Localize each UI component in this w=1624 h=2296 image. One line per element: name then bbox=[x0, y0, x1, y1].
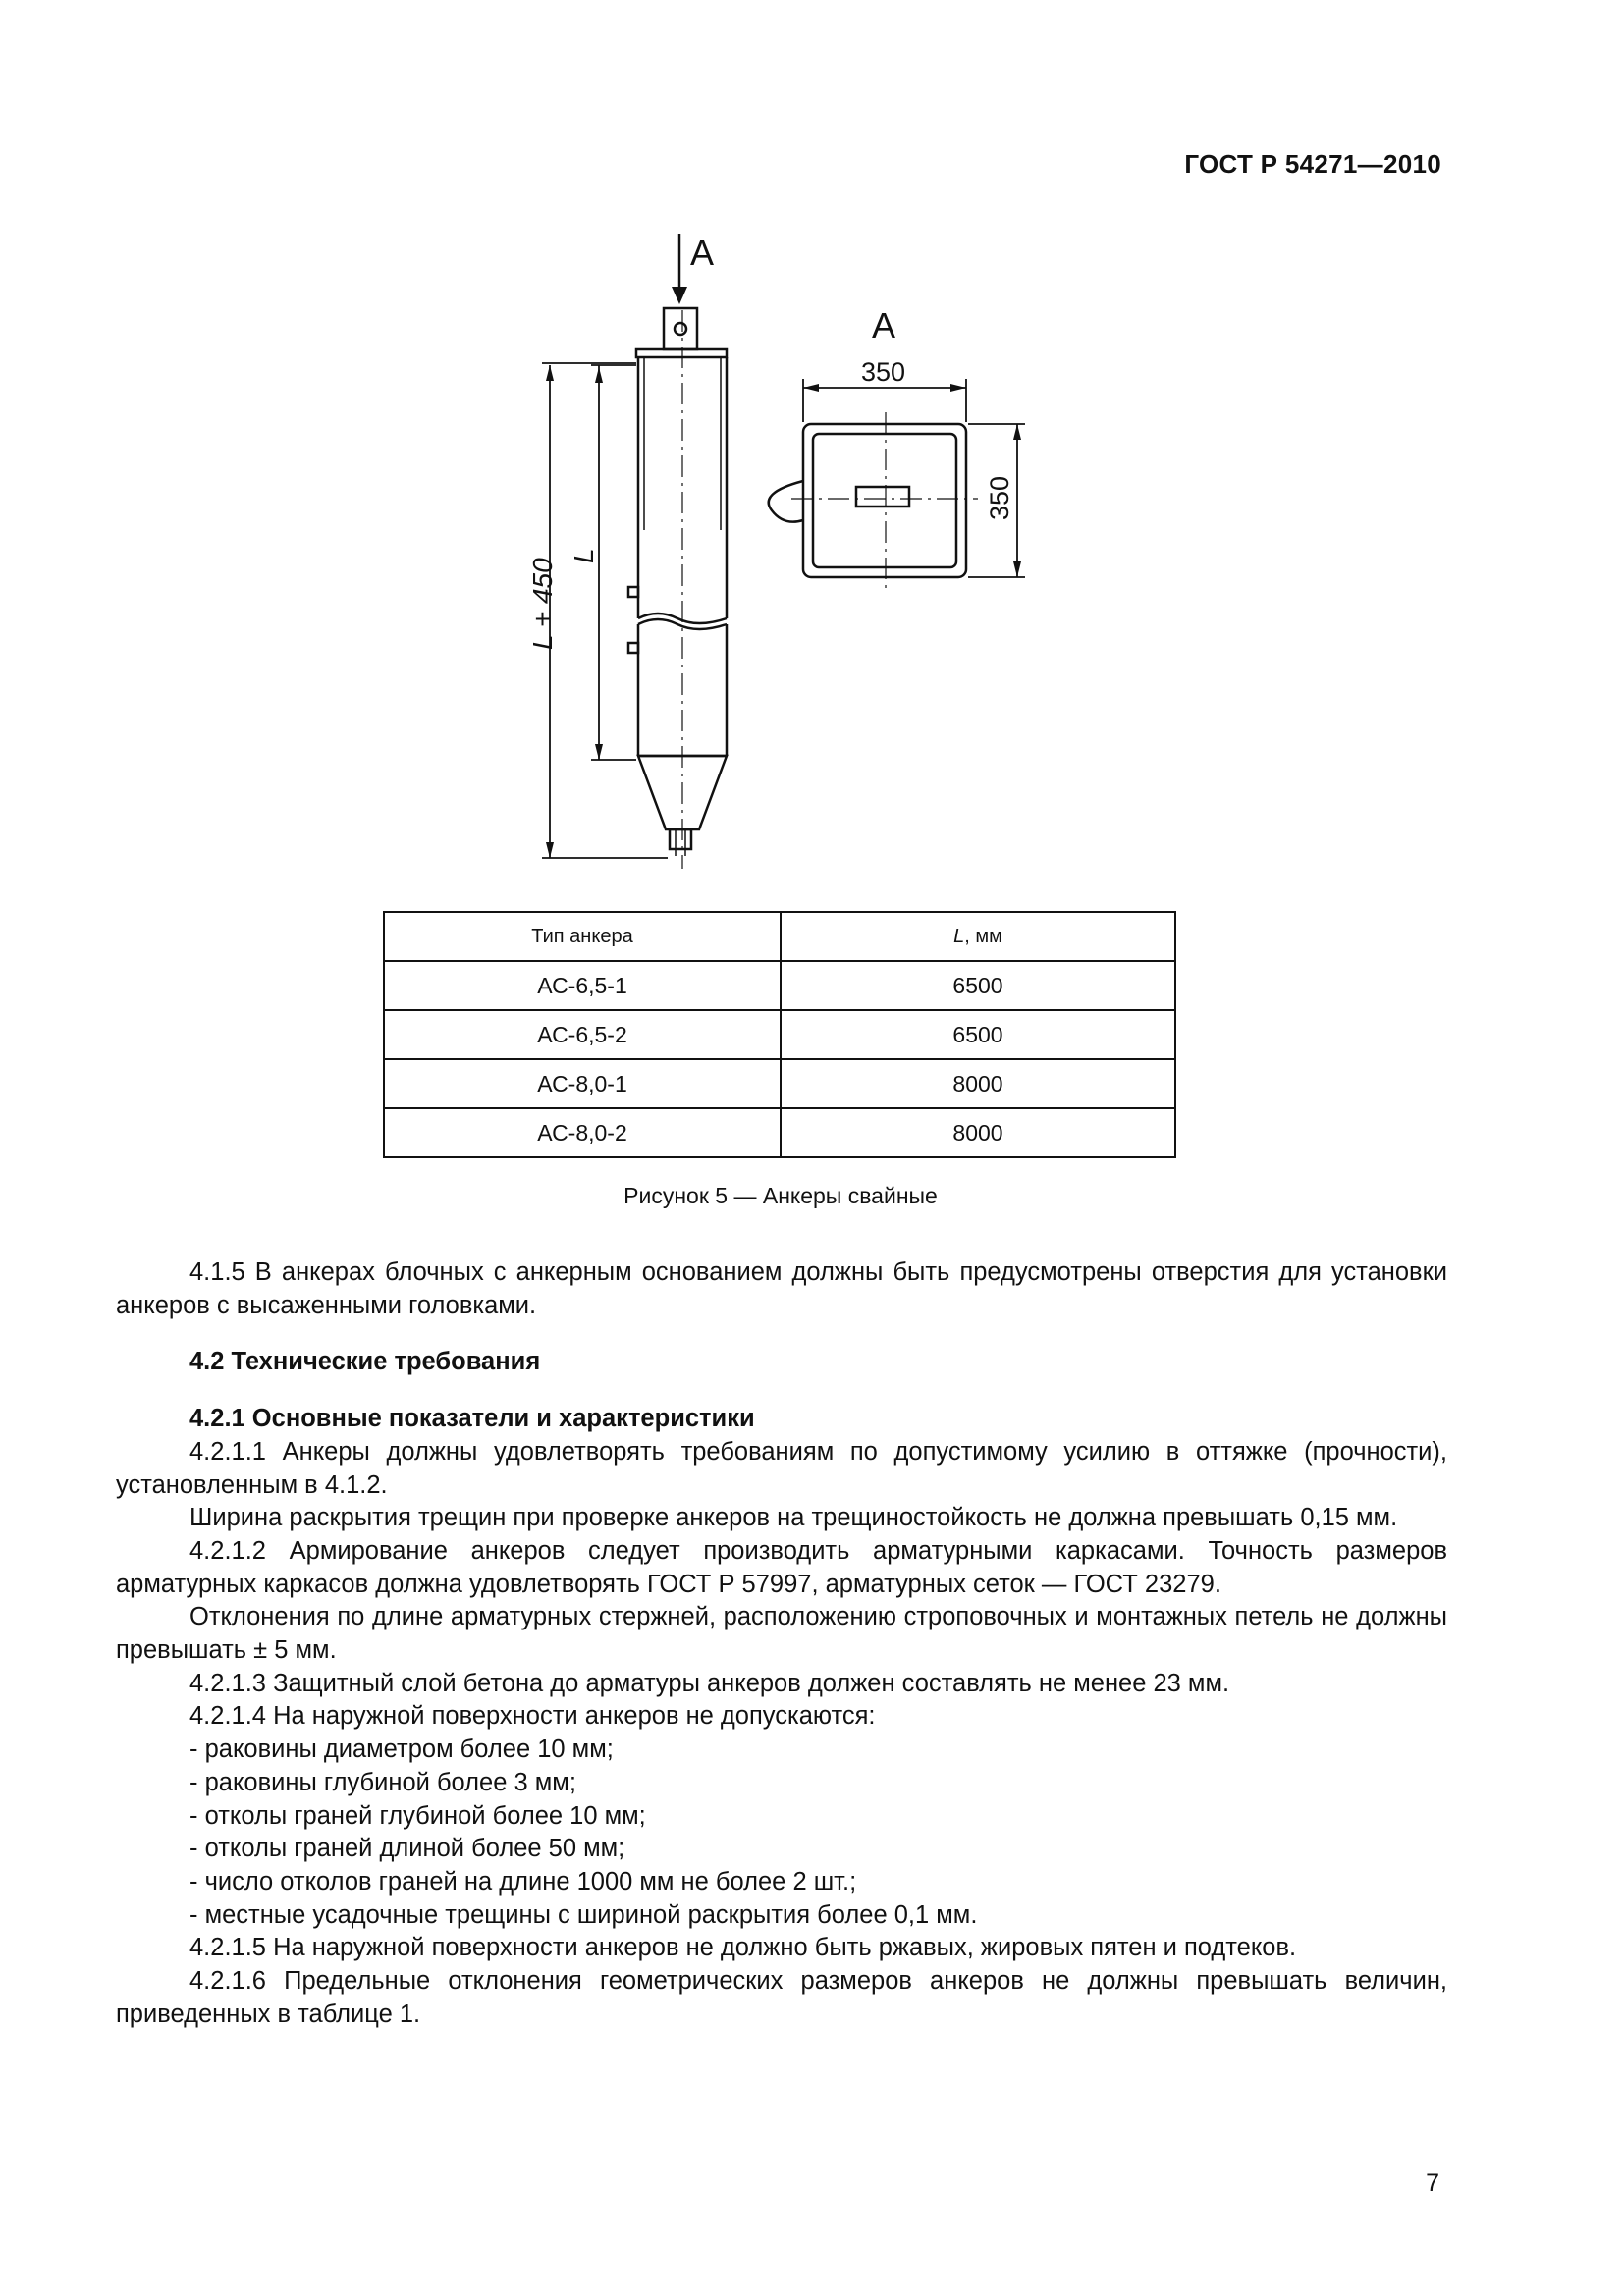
table-cell: 8000 bbox=[781, 1108, 1175, 1157]
document-code: ГОСТ Р 54271—2010 bbox=[1184, 149, 1441, 179]
table-cell: АС-8,0-2 bbox=[384, 1108, 781, 1157]
anchor-table bbox=[383, 911, 1176, 1158]
list-item: - отколы граней глубиной более 10 мм; bbox=[189, 1801, 646, 1830]
table-cell: АС-8,0-1 bbox=[384, 1059, 781, 1108]
paragraph-4-2-1-2: 4.2.1.2 Армирование анкеров следует производить арматурными каркасами. Точность размеров арматурных каркасов должна удовлетворять ГОСТ Р 57997, арматурных сеток — ГОСТ 23279. bbox=[116, 1536, 1447, 1598]
section-inner bbox=[813, 434, 956, 567]
dim-width-label: 350 bbox=[861, 357, 906, 387]
paragraph-4-1-5: 4.1.5 В анкерах блочных с анкерным основанием должны быть предусмотрены отверстия для установки анкеров с высаженными головками. bbox=[116, 1258, 1447, 1319]
list-item: - раковины диаметром более 10 мм; bbox=[189, 1735, 614, 1764]
section-title: А bbox=[872, 305, 896, 346]
table-row bbox=[384, 1010, 1175, 1059]
view-marker-label: А bbox=[690, 233, 715, 273]
paragraph-crack-width: Ширина раскрытия трещин при проверке анкеров на трещиностойкость не должна превышать 0,15 мм. bbox=[189, 1504, 1398, 1532]
paragraph-4-2-1-1: 4.2.1.1 Анкеры должны удовлетворять требованиям по допустимому усилию в оттяжке (прочности), установленным в 4.1.2. bbox=[116, 1437, 1447, 1499]
top-lug bbox=[664, 308, 697, 349]
table-cell: 6500 bbox=[781, 1010, 1175, 1059]
dim-length-label: L bbox=[568, 548, 599, 563]
paragraph-deviations: Отклонения по длине арматурных стержней, расположению строповочных и монтажных петель не должны превышать ± 5 мм. bbox=[116, 1603, 1447, 1665]
anchor-cap bbox=[636, 349, 727, 357]
table-cell: АС-6,5-1 bbox=[384, 961, 781, 1010]
table-header-row bbox=[384, 912, 1175, 961]
table-cell: 6500 bbox=[781, 961, 1175, 1010]
paragraph-4-2-1-6: 4.2.1.6 Предельные отклонения геометрических размеров анкеров не должны превышать величин, приведенных в таблице 1. bbox=[116, 1967, 1447, 2028]
table-row bbox=[384, 1108, 1175, 1157]
table-cell: 8000 bbox=[781, 1059, 1175, 1108]
table-header-cell: L, мм bbox=[781, 912, 1175, 961]
table-row bbox=[384, 961, 1175, 1010]
paragraph-4-2-1-5: 4.2.1.5 На наружной поверхности анкеров не должно быть ржавых, жировых пятен и подтеков. bbox=[189, 1934, 1297, 1962]
section-loop bbox=[769, 481, 803, 522]
section-plate bbox=[856, 487, 909, 507]
lug-hole bbox=[675, 323, 686, 335]
dim-height-label: 350 bbox=[985, 475, 1014, 520]
list-item: - отколы граней длиной более 50 мм; bbox=[189, 1835, 625, 1863]
view-arrow-head bbox=[672, 287, 687, 304]
heading-4-2: 4.2 Технические требования bbox=[189, 1348, 541, 1376]
list-item: - местные усадочные трещины с шириной раскрытия более 0,1 мм. bbox=[189, 1900, 978, 1929]
body-text bbox=[116, 1256, 1447, 2031]
figure-caption: Рисунок 5 — Анкеры свайные bbox=[623, 1183, 938, 1208]
list-item: - число отколов граней на длине 1000 мм не более 2 шт.; bbox=[189, 1867, 857, 1896]
heading-4-2-1: 4.2.1 Основные показатели и характеристики bbox=[189, 1405, 755, 1433]
side-stud bbox=[628, 643, 638, 653]
list-item: - раковины глубиной более 3 мм; bbox=[189, 1768, 576, 1796]
paragraph-4-2-1-4: 4.2.1.4 На наружной поверхности анкеров не допускаются: bbox=[189, 1702, 876, 1731]
table-header-cell: Тип анкера bbox=[384, 912, 781, 961]
anchor-tip bbox=[670, 829, 691, 849]
dim-total-label: L + 450 bbox=[527, 558, 558, 650]
section-outer bbox=[803, 424, 966, 577]
paragraph-4-2-1-3: 4.2.1.3 Защитный слой бетона до арматуры анкеров должен составлять не менее 23 мм. bbox=[189, 1669, 1230, 1697]
table-row bbox=[384, 1059, 1175, 1108]
anchor-drawing bbox=[0, 0, 1624, 883]
side-stud bbox=[628, 587, 638, 597]
page-number: 7 bbox=[1426, 2169, 1439, 2197]
table-cell: АС-6,5-2 bbox=[384, 1010, 781, 1059]
